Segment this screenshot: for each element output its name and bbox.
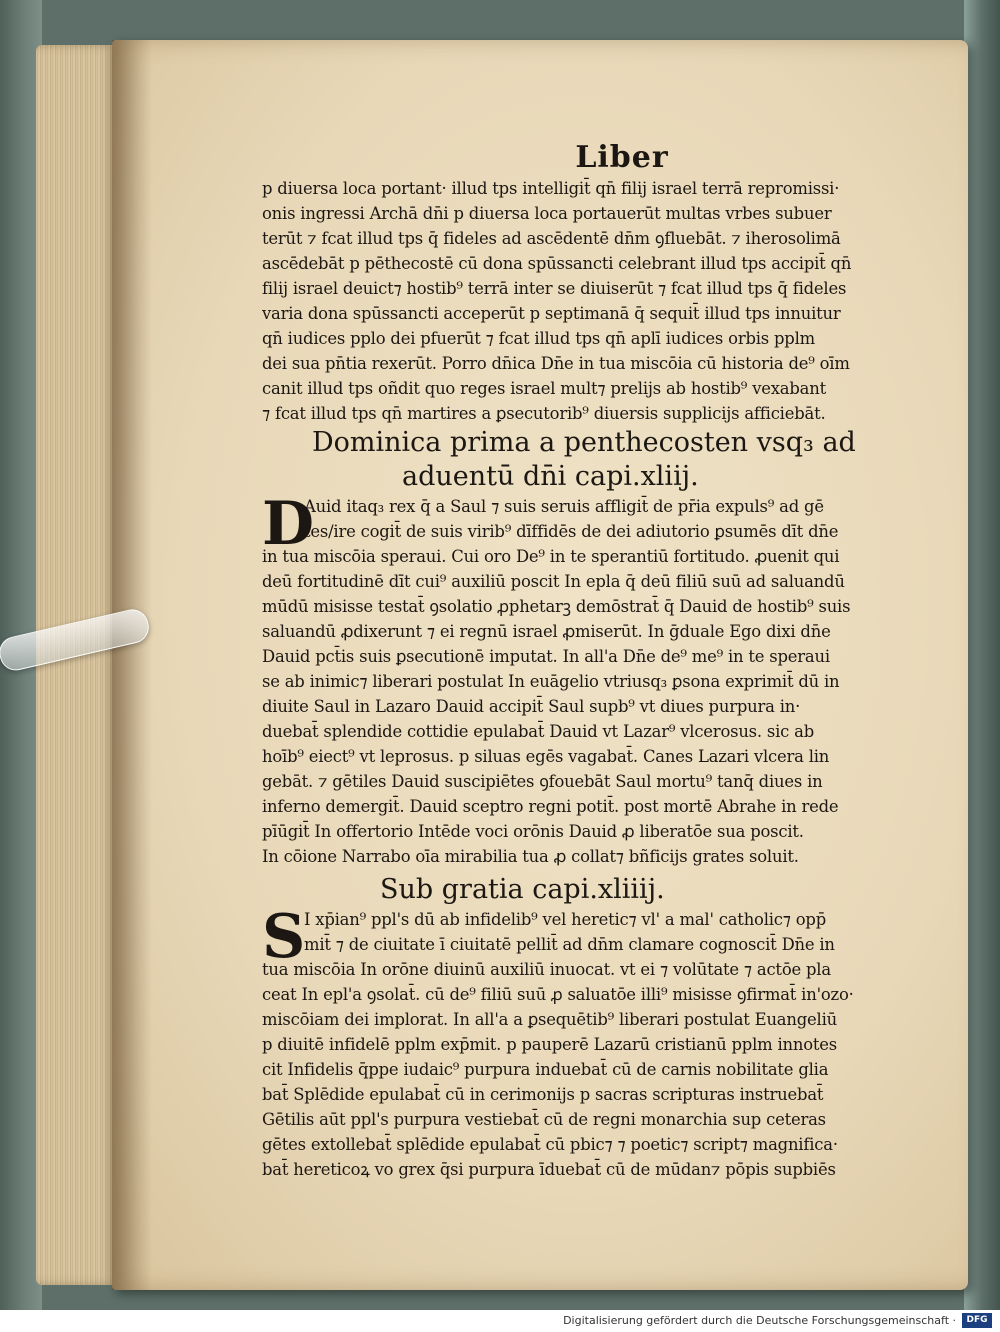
text-line: Auid itaq₃ rex q̄ a Saul ⁊ suis seruis affligit̄ de pr̄ia expuls⁹ ad gē: [304, 497, 824, 516]
text-line: bat̄ Splēdide epulabat̄ cū in cerimonijs p sacras scripturas instruebat̄: [262, 1085, 824, 1104]
text-line: ⁊ fcat illud tps qn̄ martires a ꝑsecutorib⁹ diuersis supplicijs afficiebāt.: [262, 404, 826, 423]
page-text: [262, 140, 912, 1182]
dfg-logo-icon: DFG: [962, 1313, 992, 1328]
section-2: [262, 902, 912, 1182]
text-line: Dauid pct̄is suis ꝑsecutionē imputat. In all'a Dn̄e de⁹ me⁹ in te speraui: [262, 647, 830, 666]
chapter-heading-line: Dominica prima a penthecosten vsq₃ ad: [312, 427, 856, 458]
chapter-heading-line: Sub gratia capi.xliiij.: [380, 874, 665, 905]
text-line: gētes extollebat̄ splēdide epulabat̄ cū pbic⁊ ⁊ poetic⁊ script⁊ magnifica·: [262, 1135, 838, 1154]
drop-cap-initial: D: [262, 489, 315, 559]
text-line: mit̄ ⁊ de ciuitate ī ciuitatē pellit̄ ad dn̄m clamare cognoscit̄ Dn̄e in: [304, 935, 835, 954]
running-head: Liber: [575, 140, 669, 175]
text-line: cit Infidelis q̄ppe iudaic⁹ purpura induebat̄ cū de carnis nobilitate glia: [262, 1060, 829, 1079]
paragraph-intro: [262, 176, 912, 426]
text-line: onis ingressi Archā dn̄i p diuersa loca portauerūt multas vrbes subuer: [262, 204, 832, 223]
gutter-shadow: [112, 40, 152, 1290]
text-line: I xp̄ian⁹ ppl's dū ab infidelib⁹ vel heretic⁊ vl' a mal' catholic⁊ opp̄: [304, 910, 826, 929]
text-line: miscōiam dei implorat. In all'a a ꝑsequētib⁹ liberari postulat Euangeliū: [262, 1010, 837, 1029]
text-line: In cōione Narrabo oīa mirabilia tua ꝓ collat⁊ bñficijs grates soluit.: [262, 847, 799, 866]
text-line: varia dona spūssancti acceperūt p septimanā q̄ sequit̄ illud tps innuitur: [262, 304, 841, 323]
text-line: qn̄ iudices pplo dei pfuerūt ⁊ fcat illud tps qn̄ aplī iudices orbis pplm: [262, 329, 815, 348]
text-line: mūdū misisse testat̄ ꝯsolatio ꝓphetarꝫ demōstrat̄ q̄ Dauid de hostib⁹ suis: [262, 597, 851, 616]
text-line: gebāt. ⁊ gētiles Dauid suscipiētes ꝯfouebāt Saul mortu⁹ tanq̄ diues in: [262, 772, 823, 791]
text-line: deū fortitudinē dīt cui⁹ auxiliū poscit In epla q̄ deū filiū suū ad saluandū: [262, 572, 845, 591]
footer-bar: [0, 1310, 1000, 1332]
text-line: tua miscōia In orōne diuinū auxiliū inuocat. vt ei ⁊ volūtate ⁊ actōe pla: [262, 960, 831, 979]
text-line: filij israel deuict⁊ hostib⁹ terrā inter se diuiserūt ⁊ fcat illud tps q̄ fideles: [262, 279, 847, 298]
text-line: p diuersa loca portant· illud tps intelligit̄ qn̄ filij israel terrā repromissi·: [262, 179, 840, 198]
text-line: pīūgit̄ In offertorio Intēde voci orōnis Dauid ꝓ liberatōe sua poscit.: [262, 822, 804, 841]
book-cover-right: [964, 0, 1000, 1310]
chapter-heading-line: aduentū dn̄i capi.xliij.: [402, 461, 699, 492]
text-line: in tua miscōia speraui. Cui oro De⁹ in te sperantiū fortitudo. ꝓuenit qui: [262, 547, 840, 566]
text-line: terūt ⁊ fcat illud tps q̄ fideles ad ascēdentē dn̄m ꝯfluebāt. ⁊ iherosolimā: [262, 229, 841, 248]
text-line: tes/ire cogit̄ de suis virib⁹ dīffidēs de dei adiutorio ꝑsumēs dīt dn̄e: [304, 522, 839, 541]
text-line: duebat̄ splendide cottidie epulabat̄ Dauid vt Lazar⁹ vlcerosus. sic ab: [262, 722, 815, 741]
funding-credit: Digitalisierung gefördert durch die Deutsche Forschungsgemeinschaft ·: [563, 1314, 956, 1327]
text-line: hoīb⁹ eiect⁹ vt leprosus. p siluas egēs vagabat̄. Canes Lazari vlcera lin: [262, 747, 830, 766]
text-line: p diuitē infidelē pplm exp̄mit. p pauperē Lazarū cristianū pplm innotes: [262, 1035, 838, 1054]
text-line: Gētilis aūt ppl's purpura vestiebat̄ cū de regni monarchia sup ceteras: [262, 1110, 826, 1129]
section-1: [262, 489, 912, 869]
text-line: inferno demergit̄. Dauid sceptro regni potit̄. post mortē Abrahe in rede: [262, 797, 839, 816]
drop-cap-initial: S: [262, 902, 306, 972]
text-line: ascēdebāt p pēthecostē cū dona spūssancti celebrant illud tps accipit̄ qn̄: [262, 254, 852, 273]
text-line: bat̄ hereticoꝝ vo grex q̄si purpura īduebat̄ cū de mūdan⁊ pōpis supbiēs: [262, 1160, 836, 1179]
text-line: diuite Saul in Lazaro Dauid accipit̄ Saul supb⁹ vt diues purpura in·: [262, 697, 801, 716]
page-edges: [36, 45, 118, 1285]
text-line: dei sua pn̄tia rexerūt. Porro dn̄ica Dn̄e in tua miscōia cū historia de⁹ oīm: [262, 354, 850, 373]
text-line: se ab inimic⁊ liberari postulat In euāgelio vtriusq₃ ꝑsona exprimit̄ dū in: [262, 672, 840, 691]
text-line: canit illud tps oñdit quo reges israel mult⁊ prelijs ab hostib⁹ vexabant: [262, 379, 826, 398]
text-line: ceat In epl'a ꝯsolat̄. cū de⁹ filiū suū ꝓ saluatōe illi⁹ misisse ꝯfirmat̄ in'ozo·: [262, 985, 854, 1004]
text-line: saluandū ꝓdixerunt ⁊ ei regnū israel ꝓmiserūt. In ḡduale Ego dixi dn̄e: [262, 622, 831, 641]
